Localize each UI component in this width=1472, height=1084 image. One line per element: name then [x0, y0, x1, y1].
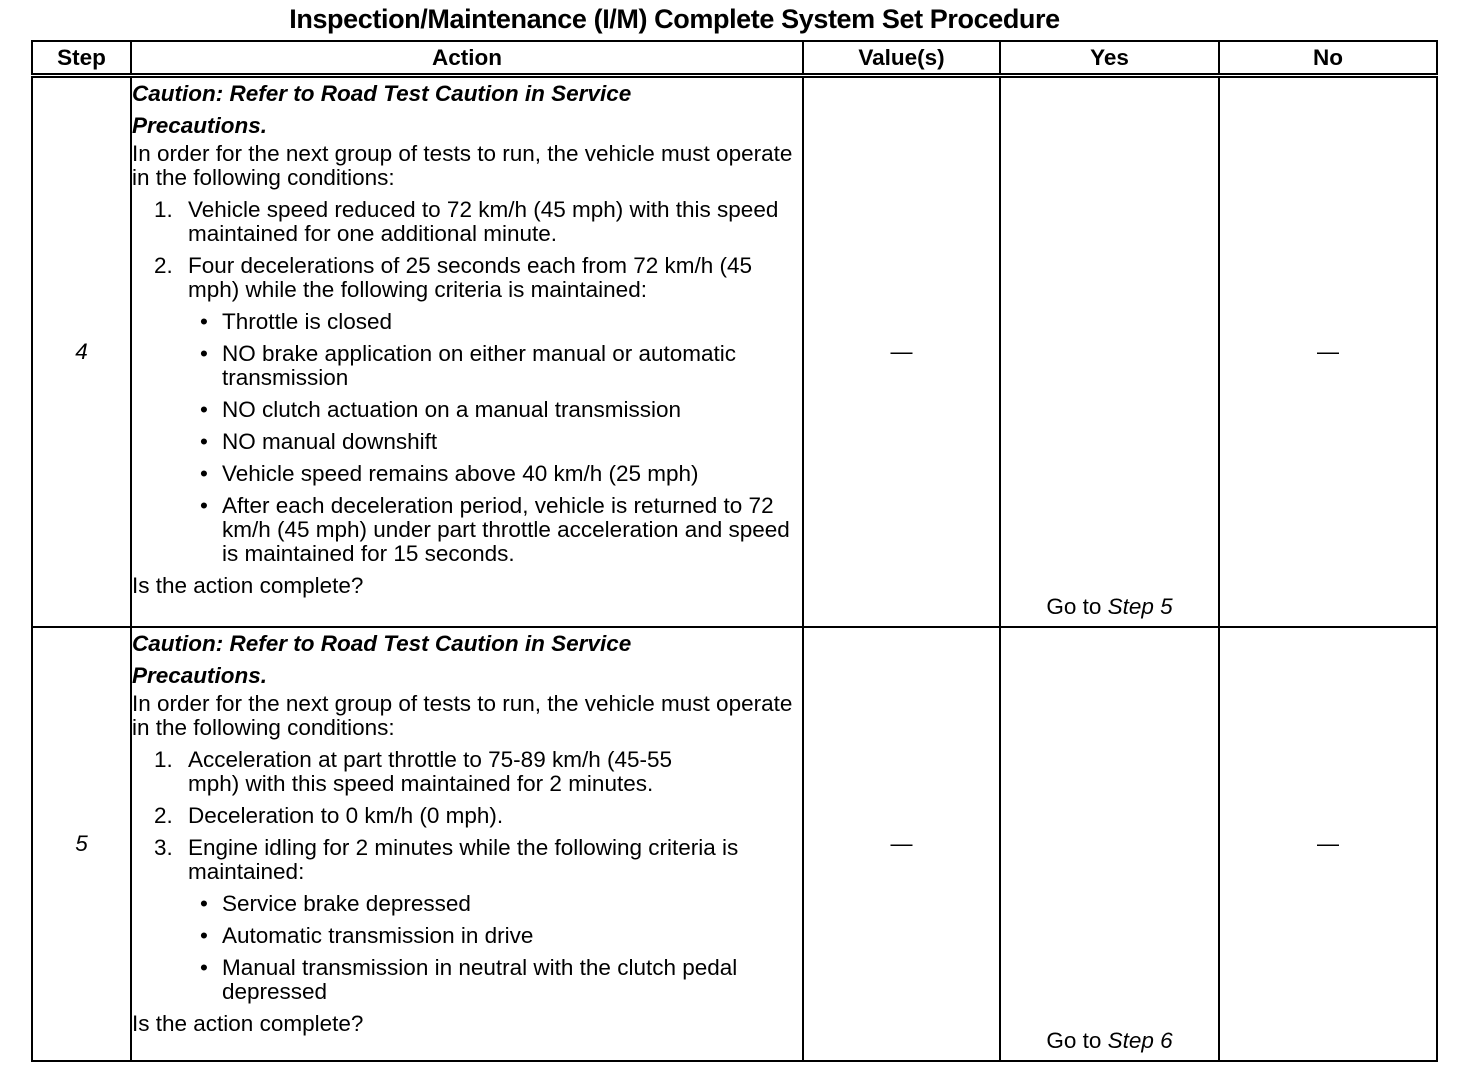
intro-text: In order for the next group of tests to run, the vehicle must operate in the following conditions: — [132, 691, 793, 740]
list-item: 3. Engine idling for 2 minutes while the following criteria is maintained: • Service brake depressed • Automatic transmission in drive • Manual transmission in neutral with the clutch pedal depressed — [132, 836, 802, 1004]
condition-list — [132, 748, 802, 1004]
bullet-icon: • — [200, 341, 208, 366]
goto-step-5: Go to Step 5 — [1046, 594, 1173, 619]
list-item: 1. Vehicle speed reduced to 72 km/h (45 mph) with this speed maintained for one additional minute. — [154, 197, 779, 246]
column-header-values: Value(s) — [803, 41, 1000, 76]
bullet-icon: • — [200, 955, 208, 980]
caution-line-2: Precautions. — [132, 663, 268, 688]
values-cell: — — [803, 627, 1000, 1061]
caution-note — [132, 78, 802, 142]
page-title: Inspection/Maintenance (I/M) Complete System Set Procedure — [289, 4, 1060, 34]
goto-target: Step 6 — [1107, 1028, 1173, 1053]
caution-note — [132, 628, 802, 692]
bullet-icon: • — [200, 429, 208, 454]
intro-text: In order for the next group of tests to run, the vehicle must operate in the following conditions: — [132, 141, 793, 190]
question-text: Is the action complete? — [132, 1011, 364, 1036]
criteria-item: • NO brake application on either manual or automatic transmission — [200, 341, 737, 390]
criteria-list — [188, 310, 802, 566]
bullet-icon: • — [200, 461, 208, 486]
column-header-no: No — [1219, 41, 1437, 76]
bullet-icon: • — [200, 397, 208, 422]
list-item: 2. Four decelerations of 25 seconds each from 72 km/h (45 mph) while the following criteria is maintained: • Throttle is closed • NO brake application on either manual or automatic transmission • NO clutch actuation on a manual transmission • NO manual downshift • Vehicle speed remains above 40 km/h (25 mph) • After each deceleration period, vehicle is returned to 72 km/h (45 mph) under part throttle acceleration and speed is maintained for 15 seconds. — [132, 254, 802, 566]
bullet-icon: • — [200, 923, 208, 948]
goto-target: Step 5 — [1107, 594, 1173, 619]
step-number: 5 — [32, 627, 131, 1061]
action-cell — [131, 76, 803, 628]
criteria-list — [188, 892, 802, 1004]
table-row-step-4 — [32, 76, 1437, 628]
yes-cell — [1000, 627, 1219, 1061]
bullet-icon: • — [200, 309, 208, 334]
action-cell — [131, 627, 803, 1061]
values-cell: — — [803, 76, 1000, 628]
column-header-step: Step — [32, 41, 131, 76]
criteria-item: • Service brake depressed — [200, 891, 471, 916]
list-item: 2. Deceleration to 0 km/h (0 mph). — [154, 803, 504, 828]
criteria-item: • NO manual downshift — [200, 429, 438, 454]
list-item-text: Engine idling for 2 minutes while the following criteria is maintained: — [188, 835, 739, 884]
list-item-text: Vehicle speed reduced to 72 km/h (45 mph) with this speed maintained for one additional minute. — [188, 197, 779, 246]
list-item-text: Acceleration at part throttle to 75-89 km/h (45-55 mph) with this speed maintained for 2 minutes. — [188, 747, 673, 796]
condition-list — [132, 198, 802, 566]
column-header-yes: Yes — [1000, 41, 1219, 76]
column-header-action: Action — [131, 41, 803, 76]
goto-step-6: Go to Step 6 — [1046, 1028, 1173, 1053]
criteria-item: • Vehicle speed remains above 40 km/h (25 mph) — [200, 461, 699, 486]
caution-line-2: Precautions. — [132, 113, 268, 138]
step-number: 4 — [32, 76, 131, 628]
table-row-step-5 — [32, 627, 1437, 1061]
yes-cell — [1000, 76, 1219, 628]
bullet-icon: • — [200, 891, 208, 916]
no-cell: — — [1219, 627, 1437, 1061]
criteria-item: • NO clutch actuation on a manual transmission — [200, 397, 681, 422]
question-text: Is the action complete? — [132, 573, 364, 598]
list-item-text: Deceleration to 0 km/h (0 mph). — [188, 803, 504, 828]
table-header — [32, 41, 1437, 76]
list-item: 1. Acceleration at part throttle to 75-89 km/h (45-55 mph) with this speed maintained for 2 minutes. — [154, 747, 673, 796]
list-item-text: Four decelerations of 25 seconds each from 72 km/h (45 mph) while the following criteria is maintained: — [188, 253, 753, 302]
bullet-icon: • — [200, 493, 208, 518]
procedure-table — [31, 40, 1438, 1062]
caution-line-1: Caution: Refer to Road Test Caution in Service — [132, 81, 632, 106]
criteria-item: • After each deceleration period, vehicle is returned to 72 km/h (45 mph) under part throttle acceleration and speed is maintained for 15 seconds. — [200, 493, 790, 566]
criteria-item: • Throttle is closed — [200, 309, 393, 334]
caution-line-1: Caution: Refer to Road Test Caution in Service — [132, 631, 632, 656]
no-cell: — — [1219, 76, 1437, 628]
criteria-item: • Manual transmission in neutral with the clutch pedal depressed — [200, 955, 738, 1004]
criteria-item: • Automatic transmission in drive — [200, 923, 534, 948]
header-row — [32, 41, 1437, 76]
